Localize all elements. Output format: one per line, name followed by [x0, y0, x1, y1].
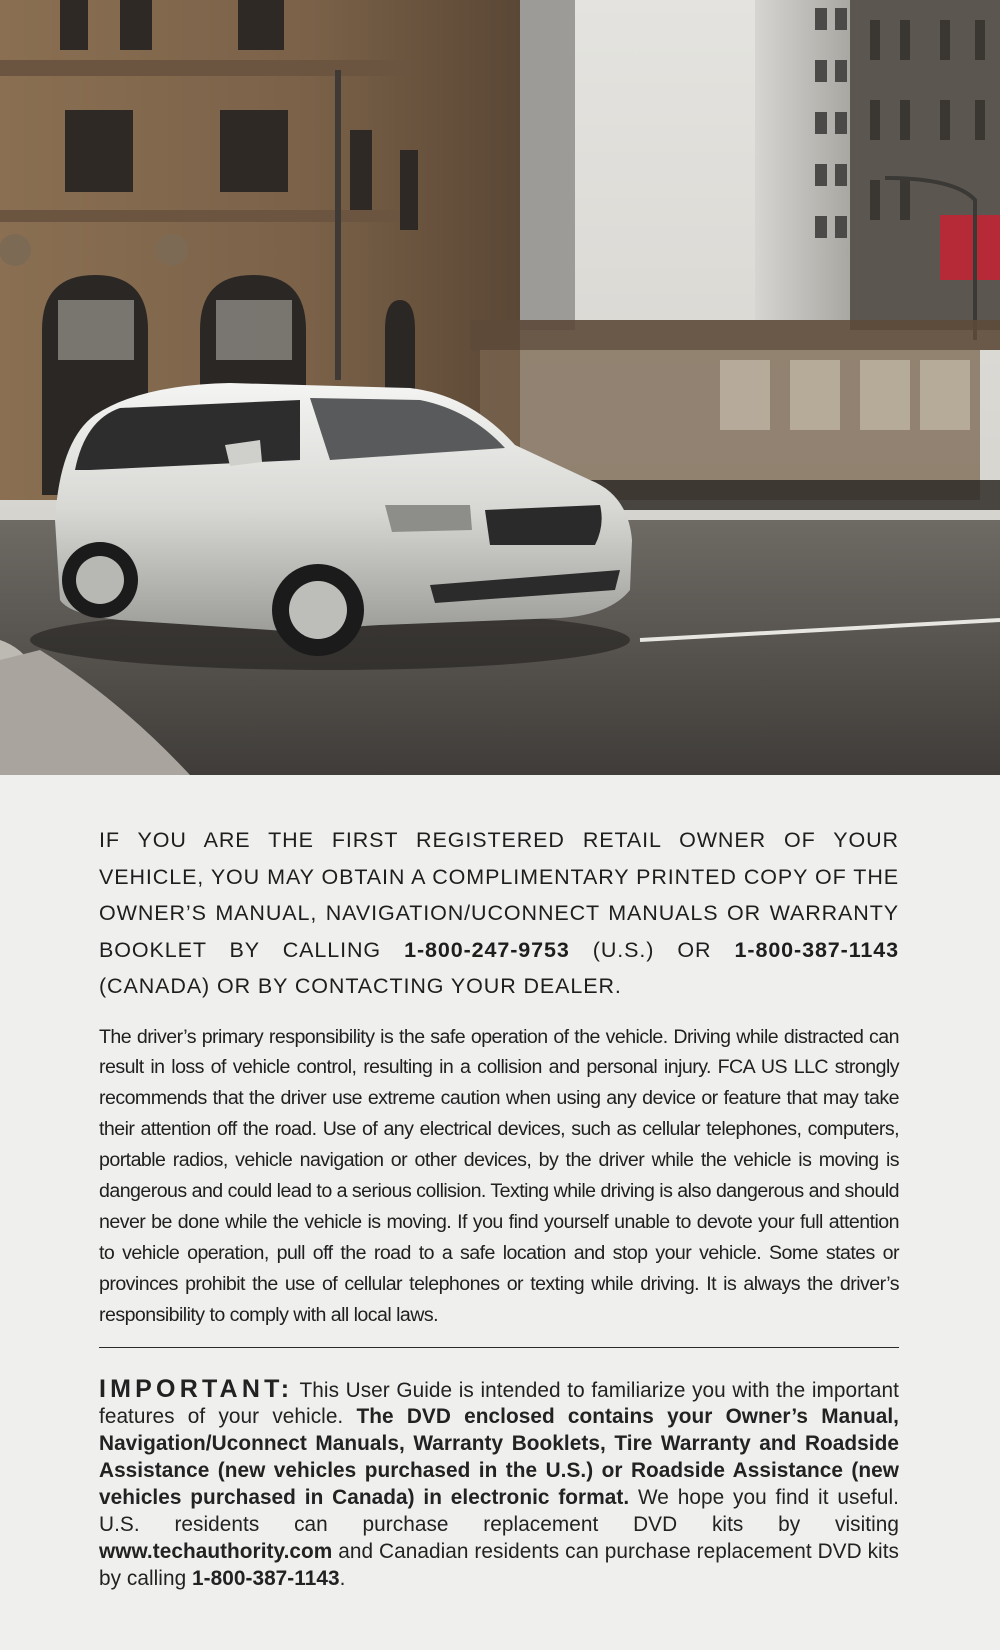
- us-phone-number: 1-800-247-9753: [404, 937, 570, 962]
- hero-photo: [0, 0, 1000, 775]
- notice-text-3: (CANADA) OR BY CONTACTING YOUR DEALER.: [99, 974, 622, 998]
- hero-illustration: [0, 0, 1000, 775]
- important-text-4: .: [339, 1566, 346, 1590]
- notice-text-1: IF YOU ARE THE FIRST REGISTERED RETAIL OWNER OF YOUR VEHICLE, YOU MAY OBTAIN A COMPLIMENTARY PRINTED COPY OF THE OWNER’S MANUAL, NAVIGATION/UCONNECT MANUALS OR WARRANTY BOOKLET BY CALLING: [99, 828, 899, 962]
- important-text-1: This User Guide is intended to familiarize you with the important features of your vehicle.: [99, 1378, 899, 1429]
- section-divider: [99, 1347, 899, 1348]
- dvd-contents-text: The DVD enclosed contains your Owner’s Manual, Navigation/Uconnect Manuals, Warranty Booklets, Tire Warranty and Roadside Assistance (new vehicles purchased in the U.S.) or Roadside Assistance (new vehicles purchased in Canada) in electronic format.: [99, 1405, 899, 1510]
- notice-text-2: (U.S.) OR: [569, 937, 735, 962]
- important-label: IMPORTANT:: [99, 1374, 294, 1403]
- text-content: [99, 822, 899, 1593]
- driver-safety-paragraph: The driver’s primary responsibility is the safe operation of the vehicle. Driving while distracted can result in loss of vehicle control, resulting in a collision and personal injury. FCA US LLC strongly recommends that the driver use extreme caution when using any device or feature that may take their attention off the road. Use of any electrical devices, such as cellular telephones, computers, portable radios, vehicle navigation or other devices, by the driver while the vehicle is moving is dangerous and could lead to a serious collision. Texting while driving is also dangerous and should never be done while the vehicle is moving. If you find yourself unable to devote your full attention to vehicle operation, pull off the road to a safe location and stop your vehicle. Some states or provinces prohibit the use of cellular telephones or texting while driving. It is always the driver’s responsibility to comply with all local laws.: [99, 1025, 899, 1326]
- important-text-3: and Canadian residents can purchase replacement DVD kits by calling: [99, 1540, 899, 1590]
- important-text-2: We hope you find it useful. U.S. residents can purchase replacement DVD kits by visiting: [99, 1486, 899, 1537]
- important-paragraph: [99, 1376, 899, 1593]
- website-link[interactable]: www.techauthority.com: [99, 1540, 333, 1563]
- owner-manual-notice: [99, 822, 899, 1005]
- canada-phone-number: 1-800-387-1143: [734, 937, 899, 962]
- dvd-phone-number: 1-800-387-1143: [192, 1566, 340, 1590]
